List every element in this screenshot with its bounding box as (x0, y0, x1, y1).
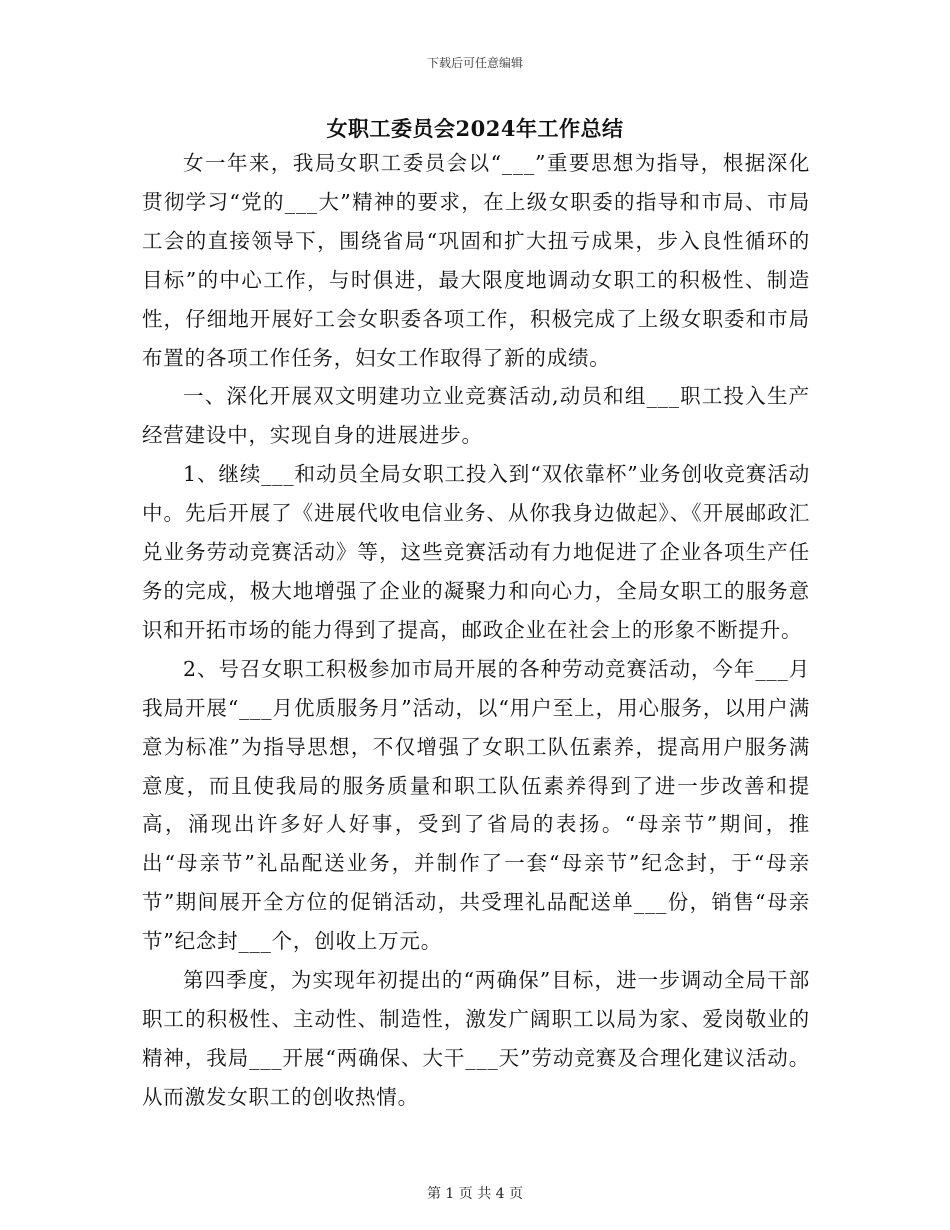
paragraph-section-one: 一、深化开展双文明建功立业竞赛活动,动员和组___职工投入生产经营建设中，实现自身的进展进步。 (142, 384, 810, 448)
document-title: 女职工委员会2024年工作总结 (326, 116, 624, 141)
page-number: 第 1 页 共 4 页 (426, 1186, 524, 1202)
document-body (142, 144, 810, 1117)
paragraph-intro: 女一年来，我局女职工委员会以“___”重要思想为指导，根据深化贯彻学习“党的___大”精神的要求，在上级女职委的指导和市局、市局工会的直接领导下，围绕省局“巩固和扩大扭亏成果，步入良性循环的目标”的中心工作，与时俱进，最大限度地调动女职工的积极性、制造性，仔细地开展好工会女职委各项工作，积极完成了上级女职委和市局布置的各项工作任务，妇女工作取得了新的成绩。 (142, 151, 810, 370)
paragraph-item-two: 2、号召女职工积极参加市局开展的各种劳动竞赛活动，今年___月我局开展“___月优质服务月”活动，以“用户至上，用心服务，以用户满意为标准”为指导思想，不仅增强了女职工队伍素养，提高用户服务满意度，而且使我局的服务质量和职工队伍素养得到了进一步改善和提高，涌现出许多好人好事，受到了省局的表扬。“母亲节”期间，推出“母亲节”礼品配送业务，并制作了一套“母亲节”纪念封，于“母亲节”期间展开全方位的促销活动，共受理礼品配送单___份，销售“母亲节”纪念封___个，创收上万元。 (142, 656, 810, 954)
paragraph-item-one: 1、继续___和动员全局女职工投入到“双依靠杯”业务创收竞赛活动中。先后开展了《进展代收电信业务、从你我身边做起》、《开展邮政汇兑业务劳动竞赛活动》等，这些竞赛活动有力地促进了企业各项生产任务的完成，极大地增强了企业的凝聚力和向心力，全局女职工的服务意识和开拓市场的能力得到了提高，邮政企业在社会上的形象不断提升。 (142, 462, 810, 642)
header-note: 下载后可任意编辑 (426, 56, 523, 70)
paragraph-fourth-quarter: 第四季度，为实现年初提出的“两确保”目标，进一步调动全局干部职工的积极性、主动性、制造性，激发广阔职工以局为家、爱岗敬业的精神，我局___开展“两确保、大干___天”劳动竞赛及合理化建议活动。从而激发女职工的创收热情。 (142, 968, 810, 1109)
